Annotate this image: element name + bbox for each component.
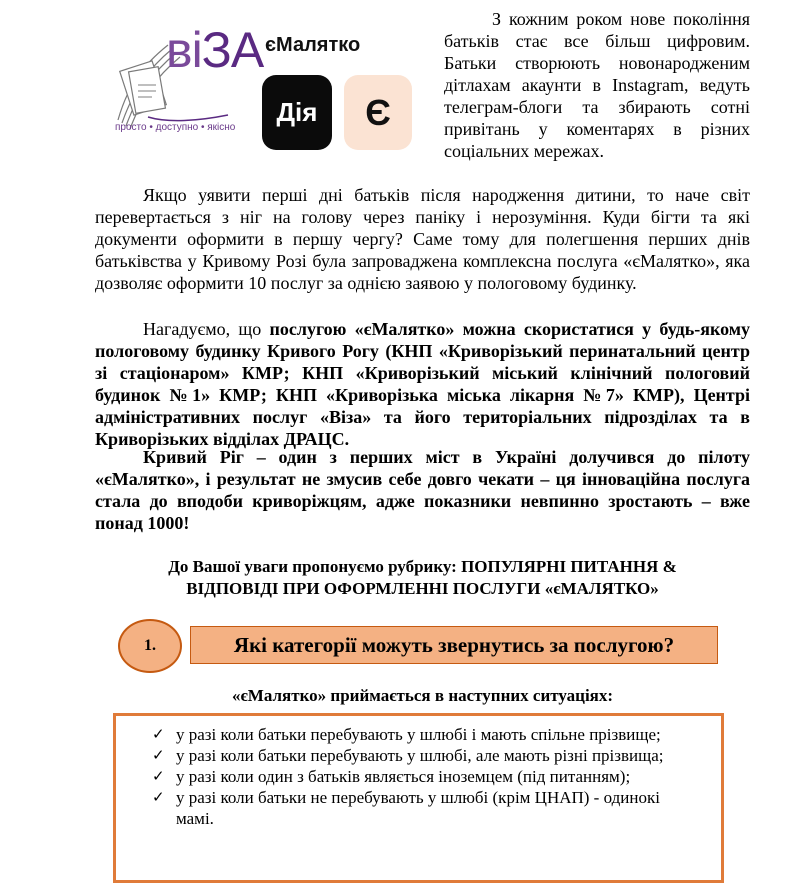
checkmark-icon: ✓ [152,746,165,764]
checkmark-icon: ✓ [152,725,165,743]
viza-slogan: просто • доступно • якісно [115,122,236,133]
emalyatko-title: єМалятко [265,34,361,56]
list-item [116,787,721,829]
list-item-text: у разі коли батьки не перебувають у шлюбі (крім ЦНАП) - одинокі мамі. [176,788,660,828]
list-item [116,766,721,787]
diia-logo: Дія [262,75,332,150]
list-item [116,724,721,745]
paragraph-first-days: Якщо уявити перші дні батьків після народження дитини, то наче світ перевертається з ніг на голову через паніку і нерозуміння. Куди бігти та які документи оформити в першу чергу? Саме тому для полегшення перших днів батьківства у Кривому Розі була запроваджена комплексна послуга «єМалятко», яка дозволяє оформити 10 послуг за однією заявою у пологовому будинку. [95,185,750,293]
answer-list [116,724,721,829]
paragraph-pilot: Кривий Ріг – один з перших міст в Україні долучився до пілоту «єМалятко», і результат не змусив себе довго чекати – ця інноваційна послуга стала до вподоби криворіжцям, адже показники невпинно зростають – вже понад 1000! [95,447,750,533]
answer-heading: «єМалятко» приймається в наступних ситуаціях: [231,686,614,705]
rubric-heading [95,556,750,600]
list-item-text: у разі коли батьки перебувають у шлюбі і мають спільне прізвище; [176,725,661,744]
list-item-text: у разі коли один з батьків являється іноземцем (під питанням); [176,767,631,786]
paragraph-locations-bold: послугою «єМалятко» можна скористатися у будь-якому пологовому будинку Кривого Рогу (КНП «Криворізький перинатальний центр зі стаціонаром» КМР; КНП «Криворізький міський клінічний пологовий будинок №1» КМР; КНП «Криворізька міська лікарня №7» КМР), Центрі адміністративних послуг «Віза» та його територіальних підрозділах та в Криворізьких відділах ДРАЦС. [95,319,750,449]
viza-wordmark-suffix: ЗА [201,22,264,78]
question-title: Які категорії можуть звернутись за послугою? [190,626,718,664]
viza-wordmark-prefix: ві [166,22,202,78]
rubric-line-2: ВІДПОВІДІ ПРИ ОФОРМЛЕННІ ПОСЛУГИ «єМАЛЯТКО» [186,579,659,598]
question-number-badge: 1. [118,619,182,673]
paragraph-locations-lead: Нагадуємо, що [143,319,270,339]
answer-list-box [113,713,724,883]
e-logo: Є [344,75,412,150]
list-item-text: у разі коли батьки перебувають у шлюбі, але мають різні прізвища; [176,746,664,765]
paragraph-intro: З кожним роком нове покоління батьків стає все більш цифровим. Батьки створюють новонародженим дітлахам акаунти в Instagram, ведуть телеграм-блоги та збирають сотні привітань у коментарях в різних соціальних мережах. [444,9,750,161]
viza-logo-wordmark [166,22,263,78]
paragraph-locations [95,318,750,450]
checkmark-icon: ✓ [152,788,165,806]
checkmark-icon: ✓ [152,767,165,785]
rubric-line-1: До Вашої уваги пропонуємо рубрику: ПОПУЛЯРНІ ПИТАННЯ & [168,557,677,576]
list-item [116,745,721,766]
